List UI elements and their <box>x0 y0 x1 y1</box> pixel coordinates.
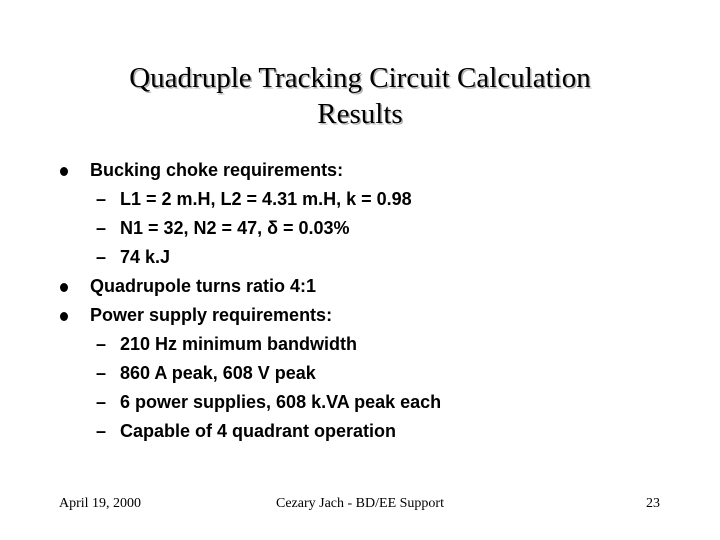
dash-marker: – <box>96 218 107 238</box>
bullet-text: Power supply requirements: <box>90 305 333 325</box>
sub-bullet-text: N1 = 32, N2 = 47, δ = 0.03% <box>120 218 350 238</box>
dash-marker: – <box>96 334 107 354</box>
slide-title <box>60 60 660 132</box>
bullet-text: Bucking choke requirements: <box>90 160 344 180</box>
sub-bullet-text: 6 power supplies, 608 k.VA peak each <box>120 392 442 412</box>
page-number: 23 <box>646 496 660 511</box>
bullet-dot-icon <box>60 312 68 321</box>
footer-date: April 19, 2000 <box>59 496 142 511</box>
bullet-dot-icon <box>60 283 68 292</box>
dash-marker: – <box>96 189 107 209</box>
sub-bullet-text: 860 A peak, 608 V peak <box>120 363 316 383</box>
sub-bullet-text: 74 k.J <box>120 247 171 267</box>
dash-marker: – <box>96 247 107 267</box>
dash-marker: – <box>96 392 107 412</box>
dash-marker: – <box>96 363 107 383</box>
footer-author: Cezary Jach - BD/EE Support <box>276 496 444 511</box>
bullet-dot-icon <box>60 167 68 176</box>
dash-marker: – <box>96 421 107 441</box>
slide-title-line-2: Results <box>317 98 403 130</box>
slide-title-line-1: Quadruple Tracking Circuit Calculation <box>129 62 591 94</box>
sub-bullet-text: Capable of 4 quadrant operation <box>120 421 397 441</box>
sub-bullet-text: L1 = 2 m.H, L2 = 4.31 m.H, k = 0.98 <box>120 189 412 209</box>
sub-bullet-text: 210 Hz minimum bandwidth <box>120 334 358 354</box>
bullet-text: Quadrupole turns ratio 4:1 <box>90 276 317 296</box>
